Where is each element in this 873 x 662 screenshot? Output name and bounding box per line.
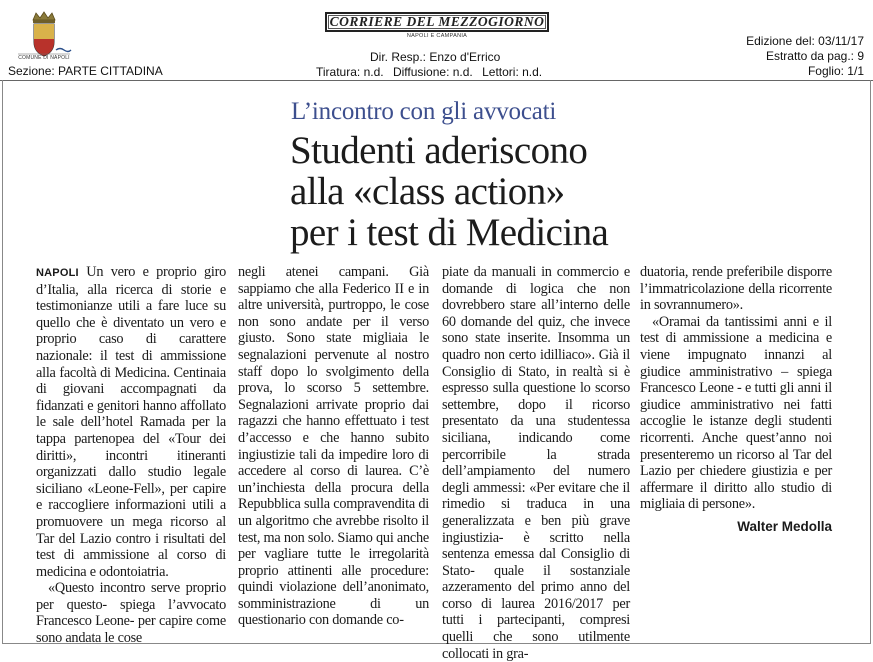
editor-line: Dir. Resp.: Enzo d'Errico [370,50,501,64]
clipping-header [0,0,873,80]
logo-caption: COMUNE DI NAPOLI [18,55,70,61]
headline-line: per i test di Medicina [290,211,609,254]
sheet-number: Foglio: 1/1 [807,64,864,78]
masthead-subtitle: NAPOLI E CAMPANIA [406,33,468,39]
paragraph: «Oramai da tantissimi anni e il test di ammissione a medicina e viene impugnato innanzi al giudice amministrativo – spiega Francesco Leone - e tutti gli anni il giudice amministrativo nei fatti accoglie le istanze degli studenti ricorrenti. Anche quest’anno noi presenteremo un ricorso al Tar del Lazio per chiedere giustizia e per affermare il diritto allo studio di migliaia di persone». [640,313,832,513]
tiratura: Tiratura: n.d. [316,65,384,79]
section-label: Sezione: PARTE CITTADINA [8,64,163,78]
paragraph: «Questo incontro serve proprio per questo- spiega l’avvocato Francesco Leone- per capire come sono andata le cose [36,580,226,647]
edition-date: Edizione del: 03/11/17 [746,34,864,48]
paragraph: negli atenei campani. Già sappiamo che alla Federico II e in altre università, purtroppo, le cose non sono andate per il verso giusto. Sono state migliaia le segnalazioni pervenute al nostro staff dopo lo svolgimento della prova, lo scorso 5 settembre. Segnalazioni arrivate proprio dai ragazzi che hanno effettuato i test d’accesso e che hanno subito ingiustizie tali da impedire loro di accedere al corso di laurea. C’è un’inchiesta della procura della Repubblica sulla compravendita di un algoritmo che avrebbe risolto il test, ma non solo. Siamo qui anche per vagliare tutte le irregolarità proprio attinenti alle procedure: quindi violazione dell’anonimato, somministrazione di un questionario con domande co- [238,264,429,629]
newspaper-masthead: CORRIERE DEL MEZZOGIORNO [325,12,549,32]
paragraph: duatoria, rende preferibile disporre l’immatricolazione della ricorrente in sovrannumero». [640,264,832,314]
article-kicker: L’incontro con gli avvocati [291,98,557,125]
article-column-4 [640,264,832,536]
circulation-stats [316,65,548,79]
headline-line: alla «class action» [290,170,565,213]
edition-meta [746,34,864,79]
author-signature: Walter Medolla [737,518,832,534]
article-column-1 [36,264,226,647]
diffusione: Diffusione: n.d. [392,65,473,79]
headline-line: Studenti aderiscono [290,129,588,172]
paragraph-text: Un vero e proprio giro d’Italia, alla ricerca di storie e testimonianze utili a fare luce su quello che è diventato un vero e proprio caso di carattere nazionale: il test di ammissione alla facoltà di Medicina. Centinaia di giovani accompagnati da fidanzati e genitori hanno affollato le sale dell’hotel Ramada per la tappa partenopea del «Tour dei diritti», incontri itineranti organizzati dallo studio legale siciliano «Leone-Fell», per capire e raccogliere informazioni utili a promuovere un mega ricorso al Tar del Lazio contro i risultati del test di ammissione al corso di medicina e odontoiatria. [36,264,226,580]
paragraph [36,264,226,580]
source-page: Estratto da pag.: 9 [765,49,864,63]
article-column-2 [238,264,429,629]
article-column-3 [442,264,630,662]
paragraph: piate da manuali in commercio e domande di logica che non dovrebbero stare all’interno delle 60 domande del quiz, che invece sono state inserite. Insomma un quadro non certo idilliaco». Già il Consiglio di Stato, in realtà si è espresso sulla questione lo scorso settembre, dopo il ricorso presentato da una studentessa siciliana, indicando come percorribile la strada dell’ampiamento del numero degli ammessi: «Per evitare che il rimedio si traduca in una generalizzata e ben più grave ingiustizia- è scritto nella sentenza emessa dal Consiglio di Stato- quale il sostanziale azzeramento del primo anno del corso di laurea 2016/2017 per tutti i partecipanti, compresi quelli che sono utilmente collocati in gra- [442,264,630,662]
lettori: Lettori: n.d. [482,65,543,79]
article-headline [290,130,608,253]
dateline: NAPOLI [36,267,79,279]
